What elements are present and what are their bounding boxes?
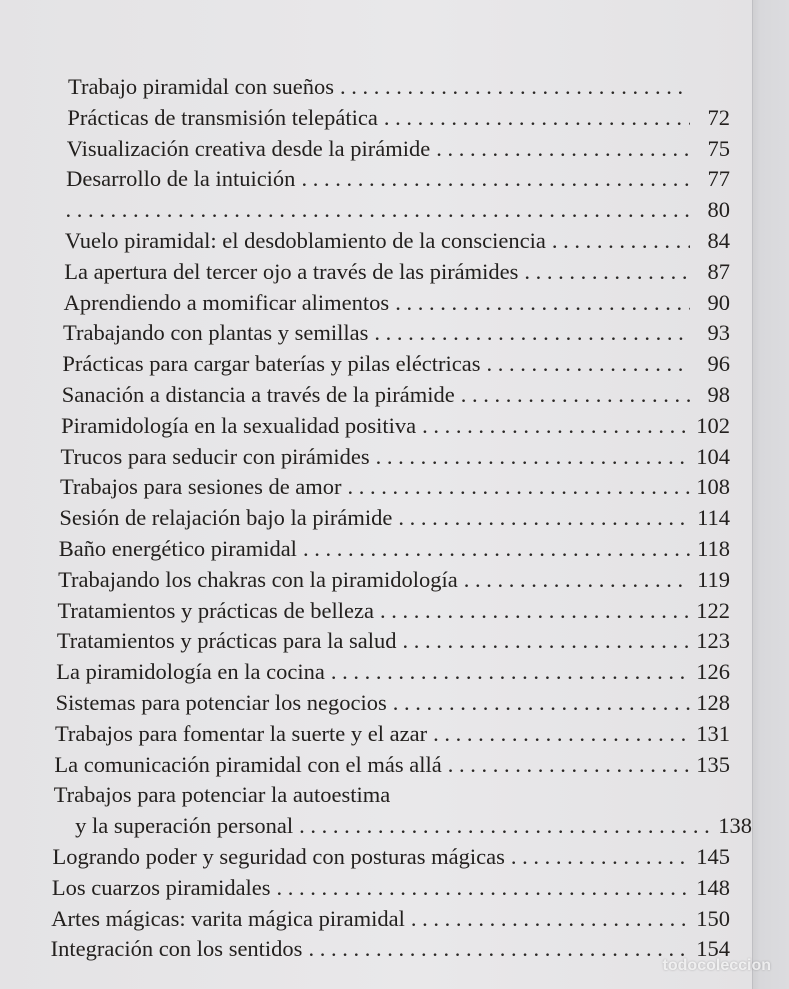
- dot-leader: [301, 164, 690, 195]
- dot-leader: [380, 596, 690, 627]
- dot-leader: [487, 349, 690, 380]
- toc-entry-title: Piramidología en la sexualidad positiva: [61, 412, 417, 438]
- dot-leader: [436, 134, 690, 165]
- toc-entry: [61, 442, 730, 473]
- toc-entry: [65, 226, 730, 257]
- page-edge: [752, 0, 789, 989]
- toc-entry-page-number: 126: [696, 659, 730, 685]
- toc-entry: [63, 318, 730, 349]
- toc-entry: [51, 904, 730, 935]
- watermark: todocoleccion: [662, 957, 771, 974]
- toc-entry-page-number: 84: [707, 227, 730, 253]
- dot-leader: [384, 103, 690, 134]
- toc-entry-page-number: 118: [697, 535, 730, 561]
- dot-leader: [511, 842, 690, 873]
- toc-entry-page-number: 72: [707, 104, 730, 130]
- dot-leader: [340, 72, 690, 103]
- toc-entry-title: Trabajando con plantas y semillas: [63, 320, 369, 346]
- toc-entry: [64, 288, 730, 319]
- toc-entry-page-number: 119: [697, 566, 730, 592]
- toc-entry-page-number: 150: [696, 905, 730, 931]
- toc-entry-title: Sesión de relajación bajo la pirámide: [59, 505, 393, 531]
- toc-entry-title: Trabajo piramidal con sueños: [68, 74, 335, 99]
- toc-entry-title: Baño energético piramidal: [58, 535, 297, 561]
- toc-entry: [57, 596, 730, 627]
- dot-leader: [303, 534, 690, 565]
- toc-entry-title: Prácticas para cargar baterías y pilas eléctricas: [62, 351, 481, 377]
- toc-entry: [68, 72, 730, 103]
- toc-entry: [59, 534, 730, 565]
- toc-entry-page-number: 90: [707, 289, 730, 315]
- dot-leader: [331, 657, 690, 688]
- toc-entry-page-number: 145: [696, 843, 730, 869]
- toc-entry-page-number: 102: [696, 412, 730, 438]
- dot-leader: [461, 380, 690, 411]
- toc-entry-title: Trucos para seducir con pirámides: [60, 443, 370, 469]
- toc-entry: [60, 472, 730, 503]
- toc-entry-page-number: 123: [696, 628, 730, 654]
- dot-leader: [348, 472, 690, 503]
- toc-entry: [53, 842, 731, 873]
- toc-entry-title: Los cuarzos piramidales: [51, 874, 271, 900]
- toc-entry-page-number: 104: [696, 443, 730, 469]
- toc-entry-title: Sanación a distancia a través de la pirámide: [61, 381, 455, 407]
- toc-entry-page-number: 98: [707, 381, 730, 407]
- toc-entry-title: Artes mágicas: varita mágica piramidal: [51, 905, 405, 931]
- toc-entry-page-number: 148: [696, 874, 730, 900]
- toc-entry: [53, 811, 752, 842]
- toc-entry-page-number: 128: [696, 689, 730, 715]
- toc-entry-title: Trabajos para sesiones de amor: [59, 474, 342, 500]
- toc-entry: [59, 503, 730, 534]
- toc-entry-title: Sistemas para potenciar los negocios: [55, 689, 387, 715]
- toc-entry-page-number: 122: [696, 597, 730, 623]
- toc-entry-title: Visualización creativa desde la pirámide: [66, 135, 431, 161]
- toc-entry: [58, 565, 730, 596]
- toc-entry: [67, 134, 730, 165]
- toc-entry-title: Trabajos para potenciar la autoestima: [53, 782, 391, 808]
- toc-entry-page-number: 138: [718, 813, 752, 839]
- dot-leader: [308, 934, 690, 965]
- dot-leader: [433, 719, 690, 750]
- toc-entry-title: Logrando poder y seguridad con posturas mágicas: [52, 843, 505, 869]
- toc-entry: [62, 380, 730, 411]
- dot-leader: [422, 411, 690, 442]
- dot-leader: [376, 442, 690, 473]
- toc-entry-title: Tratamientos y prácticas para la salud: [56, 628, 397, 654]
- toc-entry-page-number: 96: [707, 351, 730, 377]
- dot-leader: [374, 318, 690, 349]
- toc-entry: [54, 750, 730, 781]
- toc-entry-page-number: 93: [707, 320, 730, 346]
- toc-entry: [52, 873, 730, 904]
- toc-entry: [54, 780, 730, 811]
- dot-leader: [395, 288, 690, 319]
- toc-entry-page-number: 80: [707, 197, 730, 223]
- dot-leader: [398, 503, 690, 534]
- toc-entry-title: Prácticas de transmisión telepática: [67, 104, 378, 130]
- toc-entry-title: Tratamientos y prácticas de belleza: [57, 597, 375, 623]
- toc-entry-title: La apertura del tercer ojo a través de las pirámides: [64, 258, 519, 284]
- toc-entry-page-number: 87: [707, 258, 730, 284]
- toc-entry-page-number: 154: [696, 936, 730, 962]
- dot-leader: [448, 750, 690, 781]
- toc-entry: [62, 349, 730, 380]
- toc-entry: [67, 103, 730, 134]
- dot-leader: [552, 226, 690, 257]
- toc-entry: [61, 411, 730, 442]
- table-of-contents: [50, 72, 752, 965]
- toc-entry-page-number: 77: [707, 166, 730, 192]
- dot-leader: [299, 811, 712, 842]
- toc-entry-title: Trabajos para fomentar la suerte y el azar: [54, 720, 428, 746]
- dot-leader: [403, 626, 690, 657]
- toc-entry: [64, 257, 730, 288]
- toc-entry-title: La comunicación piramidal con el más allá: [54, 751, 442, 777]
- toc-entry: [66, 195, 730, 226]
- toc-entry: [56, 688, 730, 719]
- dot-leader: [464, 565, 690, 596]
- dot-leader: [277, 873, 690, 904]
- toc-entry-title: y la superación personal: [75, 813, 294, 839]
- toc-entry-title: Desarrollo de la intuición: [66, 166, 296, 192]
- dot-leader: [66, 195, 690, 226]
- toc-entry: [55, 719, 730, 750]
- toc-entry-title: Vuelo piramidal: el desdoblamiento de la consciencia: [64, 227, 546, 253]
- toc-entry: [57, 626, 730, 657]
- toc-entry: [66, 164, 730, 195]
- toc-entry-page-number: 75: [707, 135, 730, 161]
- toc-entry-title: Integración con los sentidos: [50, 936, 303, 962]
- dot-leader: [393, 688, 690, 719]
- toc-entry-page-number: 108: [696, 474, 730, 500]
- toc-entry-page-number: 131: [696, 720, 730, 746]
- dot-leader: [524, 257, 690, 288]
- dot-leader: [411, 904, 690, 935]
- toc-entry-title: La piramidología en la cocina: [56, 659, 325, 685]
- toc-entry-title: Trabajando los chakras con la piramidología: [58, 566, 458, 592]
- toc-entry-page-number: 135: [696, 751, 730, 777]
- toc-entry: [51, 934, 730, 965]
- toc-entry-title: Aprendiendo a momificar alimentos: [63, 289, 390, 315]
- toc-entry: [56, 657, 730, 688]
- toc-entry-page-number: 114: [697, 505, 730, 531]
